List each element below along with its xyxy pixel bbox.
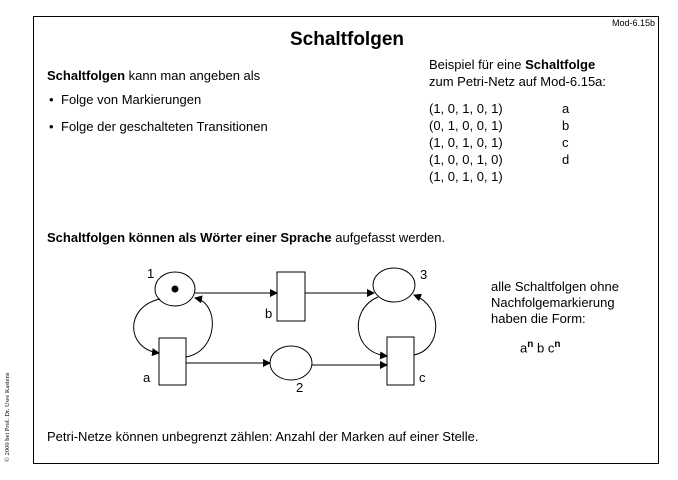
statement-bold: Schaltfolgen können als Wörter einer Sprache xyxy=(47,230,332,245)
module-id: Mod-6.15b xyxy=(612,18,656,28)
formula-b: b xyxy=(536,340,545,356)
place-label: 3 xyxy=(420,267,428,282)
copyright-notice: © 2000 bei Prof. Dr. Uwe Kastens xyxy=(4,372,11,462)
example-heading-prefix: Beispiel für eine xyxy=(429,57,526,72)
transition-b xyxy=(277,272,305,321)
transition-label: c xyxy=(419,370,426,385)
transition: c xyxy=(562,135,569,150)
transition: a xyxy=(562,101,570,116)
transition: b xyxy=(562,118,570,133)
footer-note: Petri-Netze können unbegrenzt zählen: Anzahl der Marken auf einer Stelle. xyxy=(47,429,479,444)
transition: d xyxy=(562,152,570,167)
example-heading-term: Schaltfolge xyxy=(525,57,596,72)
arc-p1-a xyxy=(134,299,160,353)
bullet-icon: • xyxy=(49,92,54,107)
page-title: Schaltfolgen xyxy=(289,29,404,50)
place-label: 1 xyxy=(147,266,155,281)
arc-a-p1 xyxy=(186,298,212,357)
bullet-text: Folge von Markierungen xyxy=(61,92,202,107)
formula-exponent: n xyxy=(527,339,534,350)
place-label: 2 xyxy=(296,380,304,395)
formula xyxy=(520,339,560,355)
bullet-text: Folge der geschalteten Transitionen xyxy=(61,119,268,134)
marking: (1, 0, 1, 0, 1) xyxy=(429,101,503,116)
intro-term: Schaltfolgen xyxy=(47,68,126,83)
transition-label: b xyxy=(265,306,273,321)
transition-c xyxy=(387,337,414,385)
formula-exponent: n xyxy=(554,339,561,350)
side-note-line: alle Schaltfolgen ohne xyxy=(491,279,619,294)
place-3 xyxy=(373,268,415,302)
formula-a: a xyxy=(520,340,528,356)
example-subheading: zum Petri-Netz auf Mod-6.15a: xyxy=(429,74,607,89)
side-note-line: haben die Form: xyxy=(491,311,586,326)
transition-a xyxy=(159,338,186,385)
marking: (1, 0, 1, 0, 1) xyxy=(429,135,503,150)
bullet-icon: • xyxy=(49,119,54,134)
token-icon xyxy=(172,286,179,293)
intro-rest: kann man angeben als xyxy=(125,68,261,83)
arc-c-p3 xyxy=(414,295,436,355)
marking: (1, 0, 0, 1, 0) xyxy=(429,152,503,167)
place-2 xyxy=(270,346,312,380)
petri-net-diagram xyxy=(34,17,660,465)
arc-p3-c xyxy=(358,297,387,356)
slide-frame xyxy=(33,16,659,464)
marking: (0, 1, 0, 0, 1) xyxy=(429,118,503,133)
side-note-line: Nachfolgemarkierung xyxy=(491,295,615,310)
formula-c: c xyxy=(547,340,555,356)
marking: (1, 0, 1, 0, 1) xyxy=(429,169,503,184)
statement-rest: aufgefasst werden. xyxy=(331,230,446,245)
transition-label: a xyxy=(143,370,151,385)
